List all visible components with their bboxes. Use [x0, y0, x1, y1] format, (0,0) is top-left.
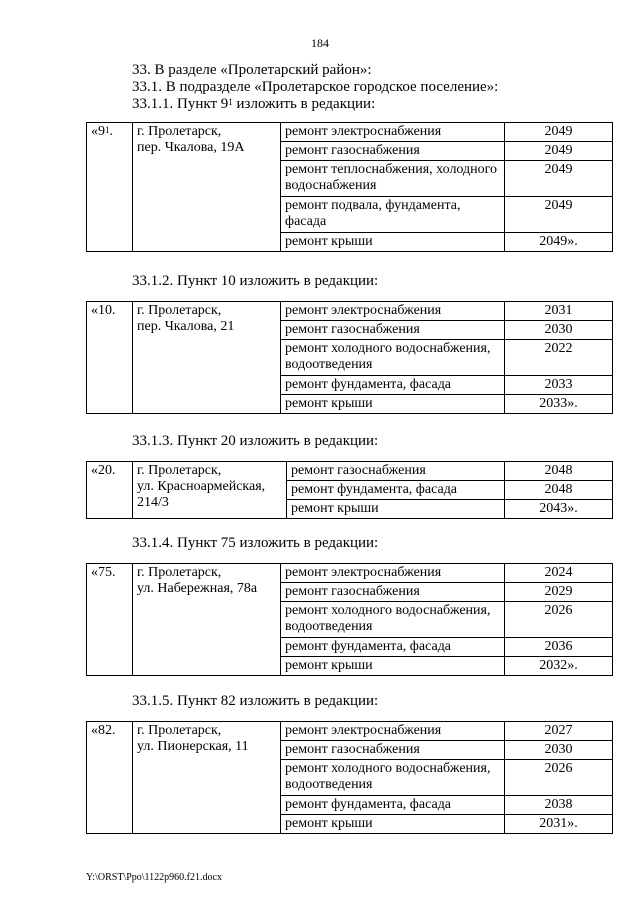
item-caption: 33.1.4. Пункт 75 изложить в редакции:: [132, 535, 379, 551]
work-year: 2049: [505, 123, 613, 142]
item-address: г. Пролетарск, ул. Пионерская, 11: [133, 722, 281, 834]
work-year: 2049».: [505, 233, 613, 252]
work-year: 2030: [505, 741, 613, 760]
work-year: 2038: [505, 796, 613, 815]
item-number: «$9^1$.: [87, 123, 133, 252]
item-address: г. Пролетарск, пер. Чкалова, 21: [133, 302, 281, 414]
footer-file-path: Y:\ORST\Ppo\1122p960.f21.docx: [86, 872, 222, 883]
work-type: ремонт холодного водоснабжения, водоотведения: [281, 602, 505, 638]
section-heading: 33. В разделе «Пролетарский район»:: [132, 62, 372, 78]
work-type: ремонт электроснабжения: [281, 123, 505, 142]
item-heading-superscript: 1: [228, 97, 233, 107]
item-address: г. Пролетарск, ул. Красноармейская, 214/3: [133, 462, 287, 519]
work-year: 2032».: [505, 657, 613, 676]
item-table-9-1: [86, 122, 613, 252]
work-type: ремонт холодного водоснабжения, водоотведения: [281, 340, 505, 376]
work-year: 2036: [505, 638, 613, 657]
work-type: ремонт теплоснабжения, холодного водоснабжения: [281, 161, 505, 197]
item-table-20: [86, 461, 613, 519]
work-type: ремонт крыши: [287, 500, 505, 519]
item-caption: 33.1.3. Пункт 20 изложить в редакции:: [132, 433, 379, 449]
item-caption: 33.1.5. Пункт 82 изложить в редакции:: [132, 693, 379, 709]
item-table-10: [86, 301, 613, 414]
work-type: ремонт электроснабжения: [281, 722, 505, 741]
item-address: г. Пролетарск, пер. Чкалова, 19А: [133, 123, 281, 252]
work-type: ремонт фундамента, фасада: [287, 481, 505, 500]
item-caption: 33.1.2. Пункт 10 изложить в редакции:: [132, 273, 379, 289]
work-type: ремонт газоснабжения: [281, 142, 505, 161]
item-address: г. Пролетарск, ул. Набережная, 78а: [133, 564, 281, 676]
item-number: «75.: [87, 564, 133, 676]
item-number: «10.: [87, 302, 133, 414]
work-type: ремонт крыши: [281, 657, 505, 676]
page-number: 184: [311, 36, 329, 50]
item-number: «20.: [87, 462, 133, 519]
item-heading-text: 33.1.1. Пункт 9: [132, 96, 229, 112]
work-year: 2031».: [505, 815, 613, 834]
work-year: 2049: [505, 197, 613, 233]
work-year: 2049: [505, 142, 613, 161]
work-year: 2029: [505, 583, 613, 602]
item-number: «82.: [87, 722, 133, 834]
work-type: ремонт крыши: [281, 815, 505, 834]
work-type: ремонт газоснабжения: [281, 583, 505, 602]
item-heading: [132, 96, 375, 113]
work-type: ремонт фундамента, фасада: [281, 638, 505, 657]
work-type: ремонт подвала, фундамента, фасада: [281, 197, 505, 233]
work-year: 2022: [505, 340, 613, 376]
work-type: ремонт холодного водоснабжения, водоотведения: [281, 760, 505, 796]
work-year: 2049: [505, 161, 613, 197]
work-year: 2043».: [505, 500, 613, 519]
work-year: 2027: [505, 722, 613, 741]
work-year: 2033».: [505, 395, 613, 414]
work-type: ремонт крыши: [281, 395, 505, 414]
work-type: ремонт фундамента, фасада: [281, 796, 505, 815]
work-year: 2048: [505, 462, 613, 481]
item-table-82: [86, 721, 613, 834]
work-type: ремонт газоснабжения: [281, 321, 505, 340]
subsection-heading: 33.1. В подразделе «Пролетарское городское поселение»:: [132, 79, 499, 95]
work-type: ремонт фундамента, фасада: [281, 376, 505, 395]
work-year: 2030: [505, 321, 613, 340]
work-year: 2048: [505, 481, 613, 500]
work-year: 2031: [505, 302, 613, 321]
item-table-75: [86, 563, 613, 676]
work-year: 2026: [505, 602, 613, 638]
work-year: 2033: [505, 376, 613, 395]
item-heading-text-end: изложить в редакции:: [232, 96, 376, 112]
work-type: ремонт крыши: [281, 233, 505, 252]
work-year: 2024: [505, 564, 613, 583]
work-type: ремонт газоснабжения: [287, 462, 505, 481]
work-type: ремонт электроснабжения: [281, 302, 505, 321]
work-year: 2026: [505, 760, 613, 796]
work-type: ремонт газоснабжения: [281, 741, 505, 760]
work-type: ремонт электроснабжения: [281, 564, 505, 583]
